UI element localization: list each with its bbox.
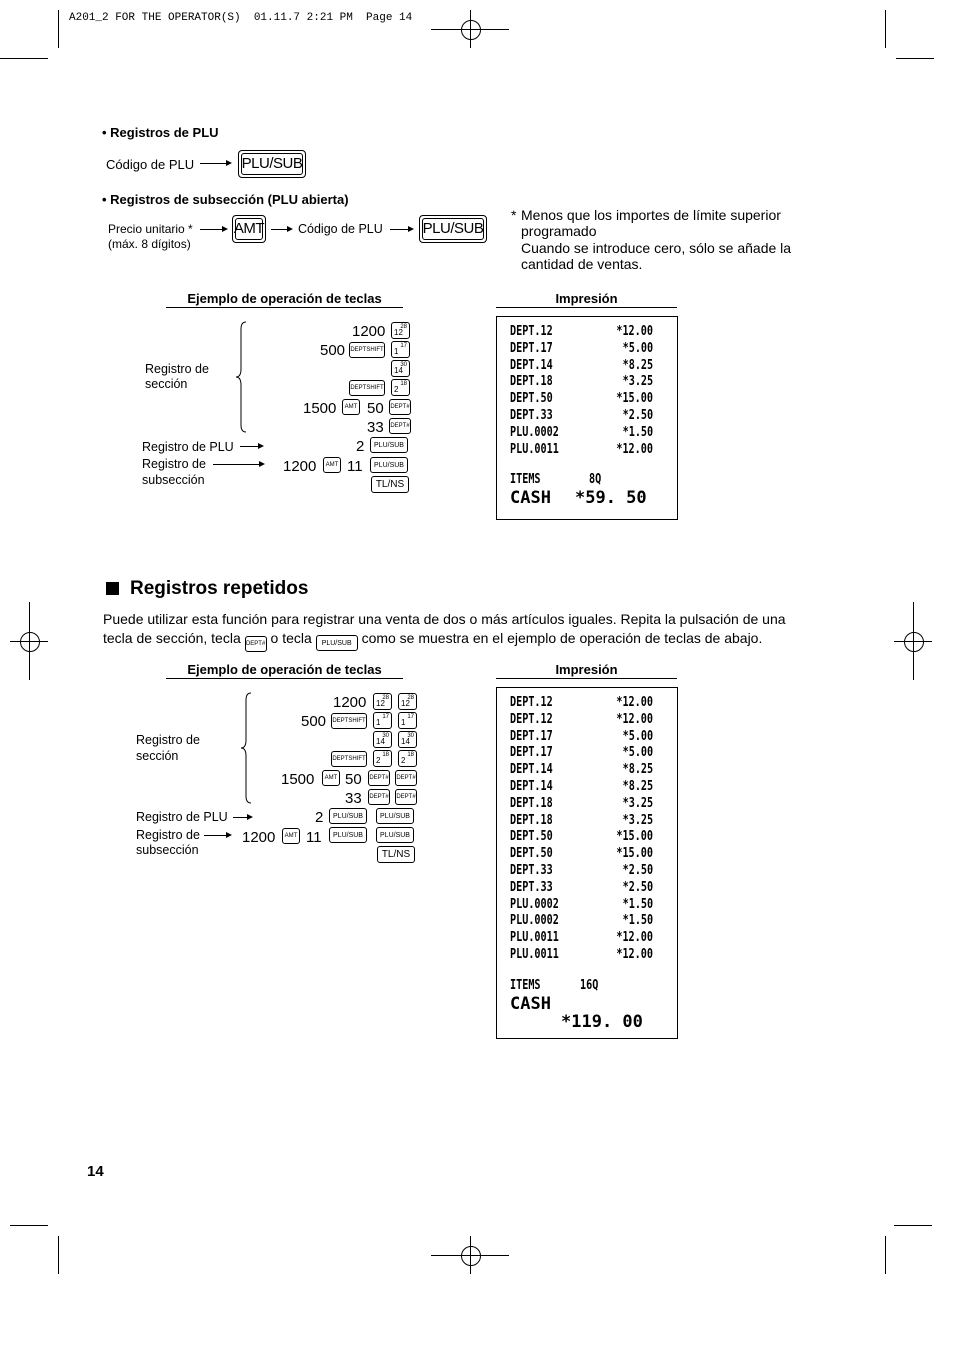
brace-icon xyxy=(240,692,254,804)
receipt-line-value: *8.25 xyxy=(622,779,653,794)
dept-key: DEPT# xyxy=(368,770,390,786)
amount-1200: 1200 xyxy=(283,458,317,475)
amount-2: 2 xyxy=(315,809,324,826)
receipt-line-value: *5.00 xyxy=(622,340,653,356)
receipt-line-value: *3.25 xyxy=(622,812,653,828)
arrow-icon xyxy=(213,464,263,465)
receipt-cash-value: *119. 00 xyxy=(561,1011,643,1032)
arrow-icon xyxy=(200,163,230,164)
receipt-line-value: *12.00 xyxy=(616,441,653,457)
dept-12-key: 28 12 xyxy=(398,693,417,710)
receipt-line-label: DEPT.18 xyxy=(510,795,553,811)
note-line: Menos que los importes de límite superior xyxy=(521,207,781,223)
deptshift-key: DEPTSHIFT xyxy=(331,751,367,767)
amount-1500: 1500 xyxy=(303,400,337,417)
receipt-line-label: PLU.0002 xyxy=(510,896,559,912)
receipt-line-value: *3.25 xyxy=(622,374,653,390)
print-header: Impresión xyxy=(496,662,677,679)
receipt-line-label: PLU.0011 xyxy=(510,947,559,962)
amount-33: 33 xyxy=(367,419,384,436)
sub-register-label: Registro de xyxy=(142,457,206,471)
amount-500: 500 xyxy=(320,342,346,359)
amount-1200: 1200 xyxy=(352,323,386,340)
receipt-items-label: ITEMS xyxy=(510,977,541,993)
receipt-line-label: DEPT.14 xyxy=(510,762,553,778)
paragraph-line: Puede utilizar esta función para registrar una venta de dos o más artículos iguales. Repita la pulsación de una xyxy=(103,611,786,627)
receipt-items-value: 8Q xyxy=(589,472,602,488)
amt-key: AMT xyxy=(322,770,340,786)
ops-header: Ejemplo de operación de teclas xyxy=(166,291,403,308)
receipt-line-value: *1.50 xyxy=(622,913,653,929)
receipt-line-label: DEPT.17 xyxy=(510,745,553,761)
plu-sub-key-2: PLU/SUB xyxy=(419,215,487,243)
receipt-line-label: PLU.0002 xyxy=(510,913,559,929)
receipt-line-value: *5.00 xyxy=(622,728,653,744)
arrow-icon xyxy=(271,229,291,230)
receipt-items-value: 16Q xyxy=(580,977,599,993)
section-label: Registro de xyxy=(145,362,209,376)
plu-sub-key: PLU/SUB xyxy=(329,808,367,824)
note-line: Cuando se introduce cero, sólo se añade la xyxy=(521,240,792,256)
section-label: sección xyxy=(145,377,188,391)
max-digits-label: (máx. 8 dígitos) xyxy=(108,237,191,251)
dept-14-key: 30 14 xyxy=(398,731,417,748)
amount-1500: 1500 xyxy=(281,771,315,788)
amount-2: 2 xyxy=(356,438,365,455)
receipt-line-value: *2.50 xyxy=(622,408,653,423)
unit-price-label: Precio unitario * xyxy=(108,222,193,236)
note-star: * xyxy=(511,207,517,223)
dept-2-key: 18 2 xyxy=(398,750,417,767)
arrow-icon xyxy=(390,229,412,230)
dept-14-key: 30 14 xyxy=(373,731,392,748)
receipt-line-label: PLU.0011 xyxy=(510,930,559,946)
receipt-line-label: PLU.0011 xyxy=(510,441,559,457)
arrow-icon xyxy=(204,835,230,836)
amt-key: AMT xyxy=(232,215,266,243)
amt-key: AMT xyxy=(282,828,300,844)
receipt xyxy=(496,316,678,520)
receipt-line-value: *1.50 xyxy=(622,896,653,912)
amount-50: 50 xyxy=(345,771,362,788)
plu-code-label: Código de PLU xyxy=(106,157,195,172)
section-title: Registros repetidos xyxy=(130,578,309,599)
dept-12-key: 28 12 xyxy=(373,693,392,710)
receipt-line-label: DEPT.17 xyxy=(510,728,553,744)
receipt-line-value: *5.00 xyxy=(622,745,653,761)
note-line: programado xyxy=(521,223,597,239)
plu-sub-key: PLU/SUB xyxy=(370,457,408,473)
receipt-line-label: DEPT.50 xyxy=(510,829,553,845)
receipt-line-value: *12.00 xyxy=(616,930,653,946)
plu-sub-key: PLU/SUB xyxy=(238,150,306,178)
dept-key: DEPT# xyxy=(368,789,390,805)
amount-11: 11 xyxy=(347,458,363,475)
receipt-line-label: DEPT.17 xyxy=(510,340,553,356)
amount-11: 11 xyxy=(306,829,322,846)
amt-key: AMT xyxy=(342,399,360,415)
dept-14-key: 30 14 xyxy=(391,360,410,377)
receipt-line-value: *15.00 xyxy=(616,391,653,407)
receipt-line-value: *8.25 xyxy=(622,762,653,778)
receipt-cash-label: CASH xyxy=(510,488,551,509)
amount-500: 500 xyxy=(301,713,327,730)
tl-ns-key: TL/NS xyxy=(377,846,415,863)
page-header: A201_2 FOR THE OPERATOR(S) 01.11.7 2:21 PM Page 14 xyxy=(69,12,413,24)
receipt-line-label: DEPT.12 xyxy=(510,324,553,339)
sub-register-label: Registro de xyxy=(136,828,200,842)
ops-header: Ejemplo de operación de teclas xyxy=(166,662,403,679)
arrow-icon xyxy=(233,817,251,818)
deptshift-key: DEPTSHIFT xyxy=(349,342,385,358)
tl-ns-key: TL/NS xyxy=(371,476,409,493)
dept-key: DEPT# xyxy=(389,399,411,415)
paragraph-line: tecla de sección, tecla DEPT# o tecla PLU/SUB como se muestra en el ejemplo de operación de teclas de abajo. xyxy=(103,630,762,650)
deptshift-key: DEPTSHIFT xyxy=(349,380,385,396)
dept-12-key: 28 12 xyxy=(391,322,410,339)
sub-register-label: subsección xyxy=(142,473,205,487)
dept-2-key: 18 2 xyxy=(373,750,392,767)
dept-key: DEPT# xyxy=(395,770,417,786)
receipt-line-value: *8.25 xyxy=(622,357,653,373)
receipt-line-label: DEPT.14 xyxy=(510,779,553,794)
receipt-cash-value: *59. 50 xyxy=(575,488,647,509)
dept-1-key: 17 1 xyxy=(398,712,417,729)
plu-code-label-2: Código de PLU xyxy=(298,222,383,236)
plu-register-label: Registro de PLU xyxy=(136,810,228,824)
dept-key: DEPT# xyxy=(395,789,417,805)
receipt-line-value: *12.00 xyxy=(616,695,653,710)
section-label: sección xyxy=(136,749,179,763)
amount-1200: 1200 xyxy=(333,694,367,711)
deptshift-key: DEPTSHIFT xyxy=(331,713,367,729)
receipt-line-value: *2.50 xyxy=(622,863,653,878)
receipt-line-value: *12.00 xyxy=(616,947,653,962)
receipt-line-value: *12.00 xyxy=(616,711,653,727)
receipt-line-label: DEPT.50 xyxy=(510,391,553,407)
receipt-line-value: *1.50 xyxy=(622,424,653,440)
plu-sub-key: PLU/SUB xyxy=(376,808,414,824)
dept-1-key: 17 1 xyxy=(391,341,410,358)
dept-1-key: 17 1 xyxy=(373,712,392,729)
subsection-title: • Registros de subsección (PLU abierta) xyxy=(102,192,349,207)
receipt-line-value: *15.00 xyxy=(616,829,653,845)
receipt-line-label: DEPT.18 xyxy=(510,374,553,390)
plu-title: • Registros de PLU xyxy=(102,125,219,140)
receipt-line-label: DEPT.12 xyxy=(510,711,553,727)
receipt-line-label: DEPT.33 xyxy=(510,863,553,878)
plu-register-label: Registro de PLU xyxy=(142,440,234,454)
receipt-line-label: DEPT.33 xyxy=(510,408,553,423)
dept-2-key: 18 2 xyxy=(391,379,410,396)
plu-sub-key: PLU/SUB xyxy=(376,827,414,843)
receipt-line-label: DEPT.18 xyxy=(510,812,553,828)
receipt-line-value: *2.50 xyxy=(622,879,653,895)
plu-sub-key: PLU/SUB xyxy=(329,827,367,843)
arrow-icon xyxy=(200,229,226,230)
receipt-line-value: *3.25 xyxy=(622,795,653,811)
receipt-cash-label: CASH xyxy=(510,993,551,1014)
receipt-line-value: *12.00 xyxy=(616,324,653,339)
receipt-line-label: DEPT.14 xyxy=(510,357,553,373)
section-label: Registro de xyxy=(136,733,200,747)
page-number: 14 xyxy=(87,1163,104,1180)
receipt-line-label: DEPT.12 xyxy=(510,695,553,710)
sub-register-label: subsección xyxy=(136,843,199,857)
arrow-icon xyxy=(240,446,262,447)
receipt-items-label: ITEMS xyxy=(510,472,541,488)
amount-50: 50 xyxy=(367,400,384,417)
amt-key: AMT xyxy=(323,457,341,473)
receipt-line-label: DEPT.50 xyxy=(510,846,553,862)
receipt-line-value: *15.00 xyxy=(616,846,653,862)
amount-1200: 1200 xyxy=(242,829,276,846)
dept-key: DEPT# xyxy=(389,418,411,434)
brace-icon xyxy=(235,321,249,433)
print-header: Impresión xyxy=(496,291,677,308)
plu-sub-key: PLU/SUB xyxy=(370,437,408,453)
receipt-line-label: DEPT.33 xyxy=(510,879,553,895)
square-bullet-icon xyxy=(106,582,119,595)
receipt-line-label: PLU.0002 xyxy=(510,424,559,440)
note-line: cantidad de ventas. xyxy=(521,256,643,272)
amount-33: 33 xyxy=(345,790,362,807)
receipt xyxy=(496,687,678,1039)
